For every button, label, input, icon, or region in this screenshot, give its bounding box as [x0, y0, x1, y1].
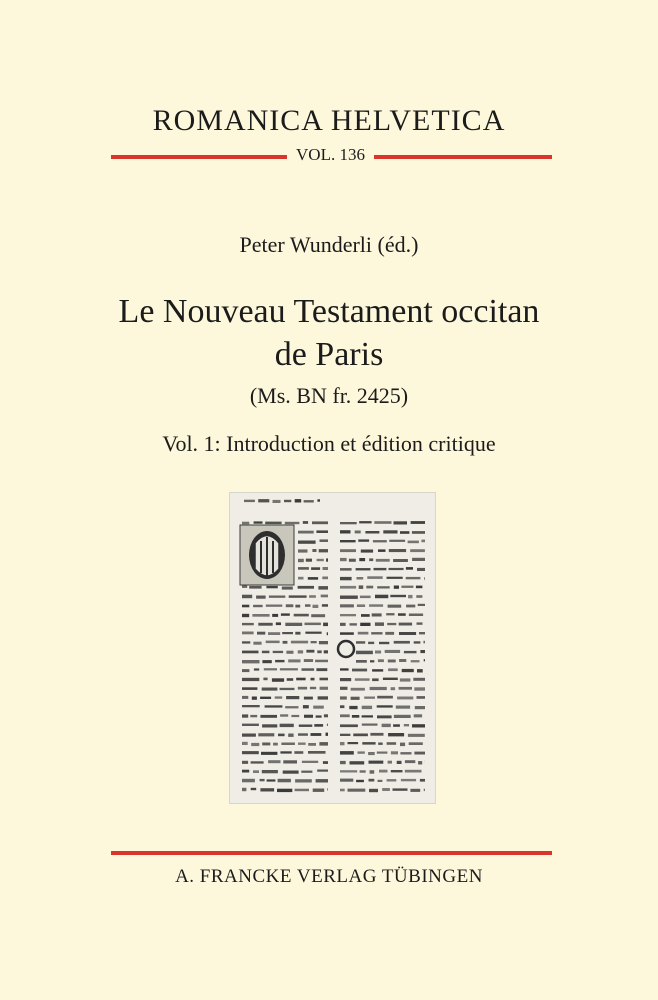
volume-subtitle: Vol. 1: Introduction et édition critique: [162, 431, 496, 456]
rule-left: [111, 155, 287, 159]
editor-name: Peter Wunderli (éd.): [239, 232, 419, 257]
book-title-line-1: Le Nouveau Testament occitan: [118, 293, 540, 330]
manuscript-page-illustration: [230, 493, 435, 803]
publisher: A. FRANCKE VERLAG TÜBINGEN: [175, 866, 483, 887]
rule-right: [374, 155, 552, 159]
rule-bottom: [111, 851, 552, 855]
series-title: ROMANICA HELVETICA: [152, 104, 506, 137]
manuscript-shelfmark: (Ms. BN fr. 2425): [249, 383, 409, 408]
manuscript-image: [229, 492, 436, 804]
book-title-line-2: de Paris: [274, 336, 384, 373]
volume-label: VOL. 136: [296, 145, 365, 164]
